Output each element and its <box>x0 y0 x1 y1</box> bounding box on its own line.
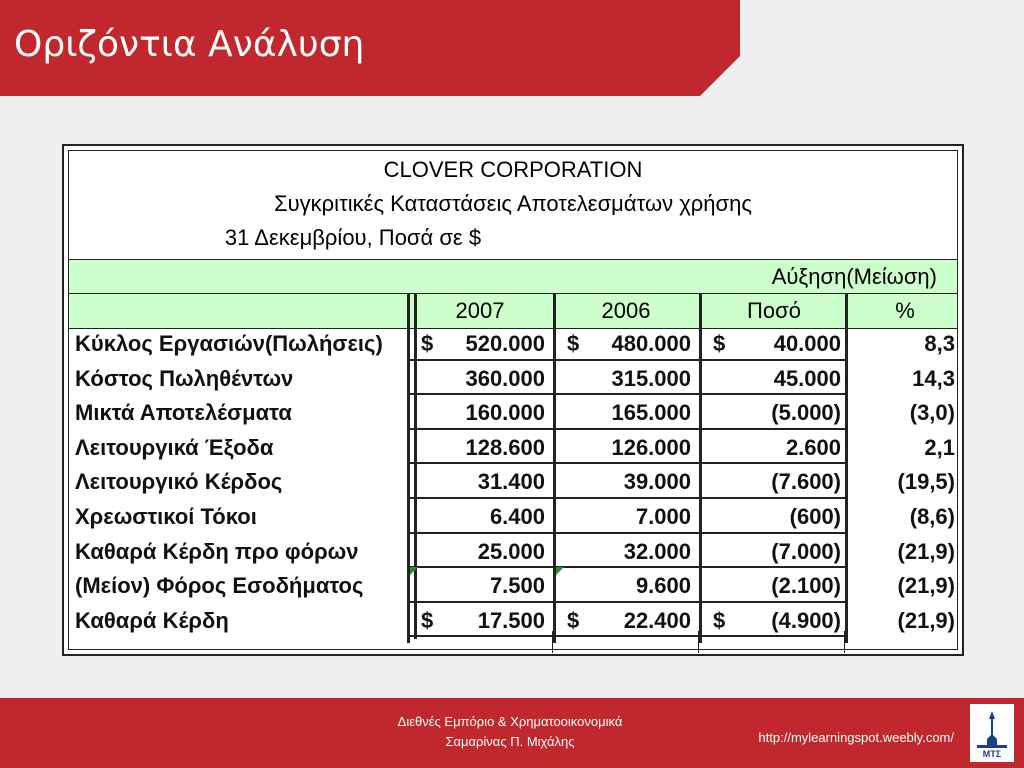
row-label: Λειτουργικά Έξοδα <box>75 434 274 460</box>
value-2007: 25.000 <box>477 538 545 564</box>
change-amount: (4.900) <box>771 607 841 633</box>
increase-label: Αύξηση(Μείωση) <box>771 264 937 289</box>
value-2006: 315.000 <box>611 365 691 391</box>
change-percent: (19,5) <box>897 469 955 495</box>
currency-symbol: $ <box>713 331 726 356</box>
table-row <box>69 500 957 534</box>
change-percent: (21,9) <box>897 607 955 633</box>
row-underline <box>407 497 847 499</box>
footer-course: Διεθνές Εμπόριο & Χρηματοοικονομικά <box>397 714 623 729</box>
row-label: (Μείον) Φόρος Εσοδήματος <box>75 573 364 599</box>
change-percent: (21,9) <box>897 573 955 599</box>
row-underline <box>407 462 847 464</box>
row-underline <box>407 428 847 430</box>
col-divider <box>553 293 556 643</box>
row-label: Λειτουργικό Κέρδος <box>75 469 283 495</box>
change-amount: 45.000 <box>773 365 841 391</box>
table-row <box>69 569 957 603</box>
change-amount: (7.600) <box>771 469 841 495</box>
value-2006: 22.400 <box>623 607 691 633</box>
change-amount: (5.000) <box>771 400 841 426</box>
institution-logo <box>970 704 1014 762</box>
col-divider <box>699 293 702 643</box>
statement-date: 31 Δεκεμβρίου, Ποσά σε $ <box>224 225 482 250</box>
col-divider <box>844 631 845 653</box>
slide-title: Οριζόντια Ανάλυση <box>14 24 365 65</box>
col-divider <box>698 631 699 653</box>
column-header-row <box>69 293 957 329</box>
col-percent: % <box>895 298 915 323</box>
currency-symbol: $ <box>713 607 726 633</box>
change-amount: 2.600 <box>785 434 841 460</box>
change-percent: 8,3 <box>924 331 955 356</box>
value-2007: 128.600 <box>465 434 545 460</box>
logo-text: ΜΤΣ <box>982 749 1002 759</box>
table-row <box>69 396 957 430</box>
currency-symbol: $ <box>567 331 580 356</box>
value-2007: 17.500 <box>477 607 545 633</box>
currency-symbol: $ <box>421 607 434 633</box>
table-row <box>69 431 957 465</box>
row-underline <box>407 601 847 603</box>
col-amount: Ποσό <box>747 298 801 323</box>
col-divider <box>414 293 417 639</box>
change-percent: (3,0) <box>909 400 955 426</box>
value-2006: 7.000 <box>635 504 691 529</box>
value-2006: 165.000 <box>611 400 691 426</box>
row-label: Καθαρά Κέρδη προ φόρων <box>75 538 359 564</box>
change-amount: (2.100) <box>771 573 841 599</box>
footer-author: Σαμαρίνας Π. Μιχάλης <box>445 734 575 749</box>
value-2006: 126.000 <box>611 434 691 460</box>
table-row <box>69 535 957 569</box>
table-row <box>69 327 957 361</box>
company-name: CLOVER CORPORATION <box>383 157 643 182</box>
currency-symbol: $ <box>567 607 580 633</box>
value-2007: 160.000 <box>465 400 545 426</box>
table-row <box>69 465 957 499</box>
row-underline <box>407 393 847 395</box>
logo-icon <box>971 705 1013 761</box>
row-underline <box>407 566 847 568</box>
row-label: Καθαρά Κέρδη <box>75 607 229 633</box>
table-row <box>69 362 957 396</box>
row-underline <box>407 359 847 361</box>
statement-subtitle: Συγκριτικές Καταστάσεις Αποτελεσμάτων χρήσης <box>274 191 752 216</box>
change-amount: (7.000) <box>771 538 841 564</box>
change-percent: 2,1 <box>924 434 955 460</box>
value-2007: 360.000 <box>465 365 545 391</box>
row-underline <box>407 532 847 534</box>
value-2007: 7.500 <box>489 573 545 599</box>
table-row <box>69 604 957 638</box>
change-percent: (8,6) <box>909 504 955 529</box>
col-divider <box>845 293 848 643</box>
value-2007: 6.400 <box>489 504 545 529</box>
cell-comment-marker <box>556 567 564 575</box>
col-divider <box>552 631 553 653</box>
income-statement-table <box>62 144 964 656</box>
change-amount: 40.000 <box>773 331 841 356</box>
cell-comment-marker <box>410 567 418 575</box>
change-percent: (21,9) <box>897 538 955 564</box>
row-label: Μικτά Αποτελέσματα <box>75 400 292 426</box>
col-2007: 2007 <box>455 298 505 323</box>
change-amount: (600) <box>789 504 841 529</box>
row-label: Κύκλος Εργασιών(Πωλήσεις) <box>75 331 383 356</box>
value-2006: 32.000 <box>623 538 691 564</box>
value-2006: 39.000 <box>623 469 691 495</box>
row-underline <box>407 635 847 637</box>
increase-header-row <box>69 259 957 295</box>
footer-link[interactable]: http://mylearningspot.weebly.com/ <box>758 730 954 745</box>
row-label: Χρεωστικοί Τόκοι <box>75 504 257 529</box>
footer-bar <box>0 698 1024 768</box>
value-2006: 480.000 <box>611 331 691 356</box>
footer-credits <box>300 712 720 752</box>
currency-symbol: $ <box>421 331 434 356</box>
value-2007: 31.400 <box>477 469 545 495</box>
change-percent: 14,3 <box>912 365 955 391</box>
value-2007: 520.000 <box>465 331 545 356</box>
col-divider <box>407 293 410 643</box>
value-2006: 9.600 <box>635 573 691 599</box>
table-inner <box>68 150 958 650</box>
row-label: Κόστος Πωληθέντων <box>75 365 294 391</box>
col-2006: 2006 <box>601 298 651 323</box>
